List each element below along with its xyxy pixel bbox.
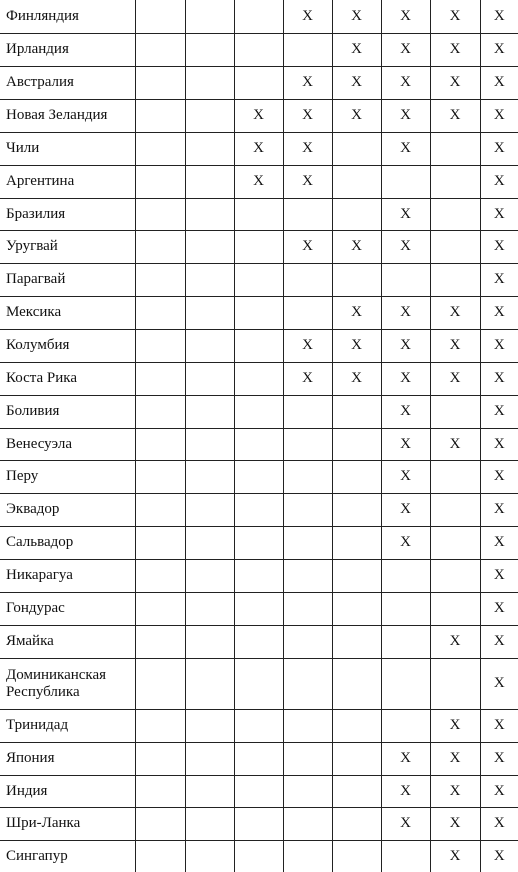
mark-cell — [283, 559, 332, 592]
mark-cell: X — [234, 165, 283, 198]
mark-cell — [381, 709, 430, 742]
mark-cell — [332, 625, 381, 658]
country-name: Эквадор — [6, 501, 60, 517]
mark-cell — [234, 592, 283, 625]
mark-cell — [332, 526, 381, 559]
table-row — [0, 460, 518, 493]
mark-cell: X — [430, 296, 480, 329]
mark-cell — [283, 428, 332, 460]
mark-cell — [135, 198, 185, 230]
mark-cell: X — [332, 230, 381, 263]
mark-cell: X — [480, 230, 518, 263]
mark-cell — [135, 493, 185, 526]
country-name-cell — [0, 33, 135, 66]
mark-cell — [234, 296, 283, 329]
mark-cell: X — [332, 0, 381, 33]
mark-cell — [135, 460, 185, 493]
table-row — [0, 559, 518, 592]
mark-cell: X — [381, 775, 430, 807]
mark-cell — [332, 493, 381, 526]
country-name: Сальвадор — [6, 534, 74, 550]
mark-cell: X — [381, 296, 430, 329]
mark-cell — [332, 559, 381, 592]
mark-cell — [430, 263, 480, 296]
mark-cell — [381, 658, 430, 709]
mark-cell: X — [480, 840, 518, 872]
table-row — [0, 395, 518, 428]
country-name-cell — [0, 526, 135, 559]
mark-cell: X — [480, 362, 518, 395]
mark-cell — [430, 526, 480, 559]
mark-cell: X — [332, 99, 381, 132]
mark-cell — [185, 99, 234, 132]
mark-cell — [283, 395, 332, 428]
mark-cell — [234, 658, 283, 709]
country-name-cell — [0, 66, 135, 99]
mark-cell — [234, 329, 283, 362]
mark-cell: X — [381, 362, 430, 395]
table-row — [0, 493, 518, 526]
mark-cell — [185, 493, 234, 526]
table-row — [0, 33, 518, 66]
mark-cell — [135, 658, 185, 709]
mark-cell — [430, 592, 480, 625]
country-name-cell — [0, 709, 135, 742]
country-name: Коста Рика — [6, 370, 78, 386]
mark-cell — [430, 493, 480, 526]
mark-cell — [430, 198, 480, 230]
country-name-cell — [0, 592, 135, 625]
mark-cell: X — [234, 132, 283, 165]
mark-cell — [185, 775, 234, 807]
mark-cell: X — [480, 493, 518, 526]
table-row — [0, 132, 518, 165]
mark-cell — [185, 709, 234, 742]
country-name-cell — [0, 559, 135, 592]
mark-cell: X — [430, 807, 480, 840]
mark-cell: X — [381, 807, 430, 840]
country-name: Гондурас — [6, 600, 65, 616]
mark-cell — [234, 428, 283, 460]
mark-cell: X — [283, 329, 332, 362]
country-name-cell — [0, 460, 135, 493]
mark-cell — [283, 493, 332, 526]
mark-cell: X — [480, 165, 518, 198]
mark-cell: X — [480, 33, 518, 66]
country-name-cell — [0, 395, 135, 428]
table-row — [0, 775, 518, 807]
mark-cell — [234, 395, 283, 428]
country-name-line: Республика — [6, 683, 80, 700]
mark-cell: X — [430, 362, 480, 395]
table-row — [0, 658, 518, 709]
country-name: Никарагуа — [6, 567, 73, 583]
country-name: Новая Зеландия — [6, 107, 108, 123]
mark-cell: X — [430, 428, 480, 460]
mark-cell — [430, 559, 480, 592]
mark-cell — [185, 658, 234, 709]
mark-cell — [135, 263, 185, 296]
mark-cell: X — [480, 807, 518, 840]
mark-cell — [185, 165, 234, 198]
mark-cell — [185, 296, 234, 329]
mark-cell: X — [480, 592, 518, 625]
mark-cell: X — [381, 33, 430, 66]
table-row — [0, 709, 518, 742]
mark-cell — [135, 33, 185, 66]
table-row — [0, 263, 518, 296]
mark-cell: X — [332, 296, 381, 329]
mark-cell: X — [381, 0, 430, 33]
country-name-cell — [0, 742, 135, 775]
country-name: Шри-Ланка — [6, 815, 81, 831]
table-row — [0, 230, 518, 263]
mark-cell — [332, 709, 381, 742]
mark-cell — [234, 230, 283, 263]
mark-cell: X — [480, 625, 518, 658]
mark-cell — [135, 0, 185, 33]
mark-cell — [430, 132, 480, 165]
mark-cell: X — [480, 559, 518, 592]
table-row — [0, 742, 518, 775]
country-name: Тринидад — [6, 717, 69, 733]
mark-cell — [135, 99, 185, 132]
country-name: Колумбия — [6, 337, 70, 353]
mark-cell: X — [381, 428, 430, 460]
mark-cell: X — [283, 99, 332, 132]
mark-cell — [332, 658, 381, 709]
country-name: Индия — [6, 782, 48, 799]
country-name: Бразилия — [6, 205, 66, 222]
mark-cell: X — [283, 132, 332, 165]
table-row — [0, 198, 518, 230]
mark-cell: X — [381, 493, 430, 526]
country-name: Венесуэла — [6, 435, 72, 452]
mark-cell — [430, 395, 480, 428]
table-row — [0, 165, 518, 198]
mark-cell — [135, 132, 185, 165]
mark-cell — [135, 362, 185, 395]
mark-cell: X — [234, 99, 283, 132]
mark-cell — [185, 807, 234, 840]
mark-cell — [283, 460, 332, 493]
mark-cell: X — [381, 329, 430, 362]
mark-cell: X — [381, 66, 430, 99]
mark-cell: X — [332, 362, 381, 395]
mark-cell — [332, 165, 381, 198]
mark-cell — [135, 625, 185, 658]
table-row — [0, 99, 518, 132]
mark-cell — [185, 329, 234, 362]
mark-cell — [135, 742, 185, 775]
mark-cell — [234, 526, 283, 559]
mark-cell — [332, 132, 381, 165]
mark-cell — [283, 296, 332, 329]
mark-cell — [283, 625, 332, 658]
mark-cell — [135, 66, 185, 99]
country-name-cell — [0, 165, 135, 198]
mark-cell — [234, 840, 283, 872]
country-name-cell — [0, 263, 135, 296]
country-name-cell — [0, 230, 135, 263]
mark-cell — [185, 526, 234, 559]
mark-cell — [185, 428, 234, 460]
mark-cell — [135, 709, 185, 742]
mark-cell — [332, 807, 381, 840]
mark-cell: X — [480, 132, 518, 165]
mark-cell — [135, 559, 185, 592]
mark-cell: X — [381, 395, 430, 428]
mark-cell — [135, 592, 185, 625]
mark-cell: X — [480, 263, 518, 296]
country-name-cell — [0, 428, 135, 460]
mark-cell — [234, 263, 283, 296]
country-name: Перу — [6, 468, 39, 484]
mark-cell: X — [480, 99, 518, 132]
mark-cell — [332, 840, 381, 872]
mark-cell — [283, 658, 332, 709]
mark-cell — [381, 559, 430, 592]
mark-cell — [283, 526, 332, 559]
table-row — [0, 0, 518, 33]
country-name-cell — [0, 625, 135, 658]
country-name: Финляндия — [6, 7, 79, 24]
country-name: Аргентина — [6, 173, 75, 189]
mark-cell — [283, 840, 332, 872]
mark-cell: X — [480, 0, 518, 33]
mark-cell — [185, 742, 234, 775]
mark-cell — [332, 263, 381, 296]
country-name: Чили — [6, 140, 40, 156]
mark-cell — [185, 230, 234, 263]
mark-cell — [283, 775, 332, 807]
country-name-cell — [0, 329, 135, 362]
mark-cell: X — [430, 775, 480, 807]
mark-cell: X — [480, 775, 518, 807]
mark-cell — [381, 840, 430, 872]
mark-cell — [135, 807, 185, 840]
mark-cell: X — [283, 230, 332, 263]
country-name-cell — [0, 658, 135, 709]
mark-cell: X — [480, 296, 518, 329]
mark-cell — [283, 263, 332, 296]
mark-cell — [185, 33, 234, 66]
mark-cell: X — [480, 709, 518, 742]
mark-cell: X — [480, 329, 518, 362]
mark-cell — [185, 263, 234, 296]
mark-cell — [185, 362, 234, 395]
table-row — [0, 526, 518, 559]
mark-cell — [185, 198, 234, 230]
mark-cell — [430, 658, 480, 709]
mark-cell — [185, 559, 234, 592]
mark-cell — [332, 428, 381, 460]
mark-cell: X — [283, 0, 332, 33]
mark-cell — [283, 807, 332, 840]
mark-cell: X — [480, 742, 518, 775]
mark-cell: X — [480, 526, 518, 559]
mark-cell — [332, 395, 381, 428]
country-name-cell — [0, 362, 135, 395]
mark-cell — [234, 807, 283, 840]
table-row — [0, 840, 518, 872]
table-row — [0, 428, 518, 460]
mark-cell — [135, 165, 185, 198]
mark-cell: X — [430, 99, 480, 132]
mark-cell — [283, 198, 332, 230]
country-name-cell — [0, 0, 135, 33]
mark-cell: X — [381, 742, 430, 775]
mark-cell — [135, 329, 185, 362]
mark-cell — [234, 775, 283, 807]
mark-cell: X — [381, 132, 430, 165]
mark-cell — [234, 66, 283, 99]
table-row — [0, 807, 518, 840]
mark-cell — [185, 66, 234, 99]
mark-cell — [332, 592, 381, 625]
mark-cell: X — [480, 658, 518, 709]
mark-cell — [283, 33, 332, 66]
mark-cell: X — [332, 329, 381, 362]
mark-cell — [135, 230, 185, 263]
country-name-cell — [0, 493, 135, 526]
mark-cell — [234, 559, 283, 592]
table-row — [0, 66, 518, 99]
country-name: Ирландия — [6, 41, 69, 57]
mark-cell — [234, 625, 283, 658]
mark-cell — [234, 362, 283, 395]
mark-cell — [185, 0, 234, 33]
country-name: Парагвай — [6, 271, 66, 287]
mark-cell — [135, 526, 185, 559]
mark-cell: X — [430, 709, 480, 742]
mark-cell — [332, 198, 381, 230]
mark-cell — [185, 592, 234, 625]
mark-cell: X — [332, 33, 381, 66]
mark-cell — [234, 33, 283, 66]
country-name-cell — [0, 775, 135, 807]
mark-cell: X — [480, 66, 518, 99]
mark-cell — [135, 840, 185, 872]
mark-cell — [234, 0, 283, 33]
country-name-line: Доминиканская — [6, 666, 107, 683]
mark-cell: X — [381, 198, 430, 230]
mark-cell — [135, 296, 185, 329]
mark-cell: X — [430, 66, 480, 99]
mark-cell — [283, 592, 332, 625]
mark-cell: X — [381, 230, 430, 263]
mark-cell — [430, 230, 480, 263]
country-name-cell — [0, 840, 135, 872]
mark-cell — [381, 263, 430, 296]
country-name-cell — [0, 198, 135, 230]
mark-cell: X — [430, 625, 480, 658]
mark-cell: X — [381, 526, 430, 559]
mark-cell: X — [480, 428, 518, 460]
mark-cell — [185, 625, 234, 658]
mark-cell — [135, 395, 185, 428]
mark-cell: X — [480, 395, 518, 428]
mark-cell — [234, 709, 283, 742]
mark-cell — [185, 395, 234, 428]
table-row — [0, 362, 518, 395]
country-name: Ямайка — [6, 633, 54, 649]
mark-cell: X — [283, 66, 332, 99]
country-name: Уругвай — [6, 238, 58, 254]
mark-cell — [430, 460, 480, 493]
mark-cell — [185, 840, 234, 872]
mark-cell — [283, 709, 332, 742]
table-row — [0, 296, 518, 329]
mark-cell — [283, 742, 332, 775]
mark-cell — [234, 493, 283, 526]
table-row — [0, 592, 518, 625]
mark-cell: X — [430, 840, 480, 872]
country-name: Боливия — [6, 403, 60, 419]
country-name-cell — [0, 132, 135, 165]
mark-cell — [332, 742, 381, 775]
mark-cell — [332, 775, 381, 807]
mark-cell: X — [430, 329, 480, 362]
mark-cell: X — [480, 198, 518, 230]
mark-cell — [185, 132, 234, 165]
mark-cell — [234, 460, 283, 493]
mark-cell: X — [480, 460, 518, 493]
table-row — [0, 329, 518, 362]
table-row — [0, 625, 518, 658]
mark-cell — [135, 775, 185, 807]
country-name-cell — [0, 99, 135, 132]
country-name: Мексика — [6, 304, 62, 320]
mark-cell — [234, 198, 283, 230]
country-name-cell — [0, 807, 135, 840]
mark-cell — [135, 428, 185, 460]
mark-cell — [234, 742, 283, 775]
country-name: Сингапур — [6, 847, 68, 864]
mark-cell: X — [332, 66, 381, 99]
country-name-cell — [0, 296, 135, 329]
mark-cell: X — [283, 362, 332, 395]
mark-cell — [332, 460, 381, 493]
mark-cell — [185, 460, 234, 493]
mark-cell: X — [283, 165, 332, 198]
mark-cell: X — [430, 742, 480, 775]
mark-cell: X — [381, 99, 430, 132]
mark-cell — [381, 625, 430, 658]
mark-cell — [430, 165, 480, 198]
country-name: Австралия — [6, 74, 74, 90]
mark-cell: X — [381, 460, 430, 493]
mark-cell — [381, 592, 430, 625]
mark-cell: X — [430, 33, 480, 66]
mark-cell: X — [430, 0, 480, 33]
country-name: Япония — [6, 750, 55, 766]
mark-cell — [381, 165, 430, 198]
